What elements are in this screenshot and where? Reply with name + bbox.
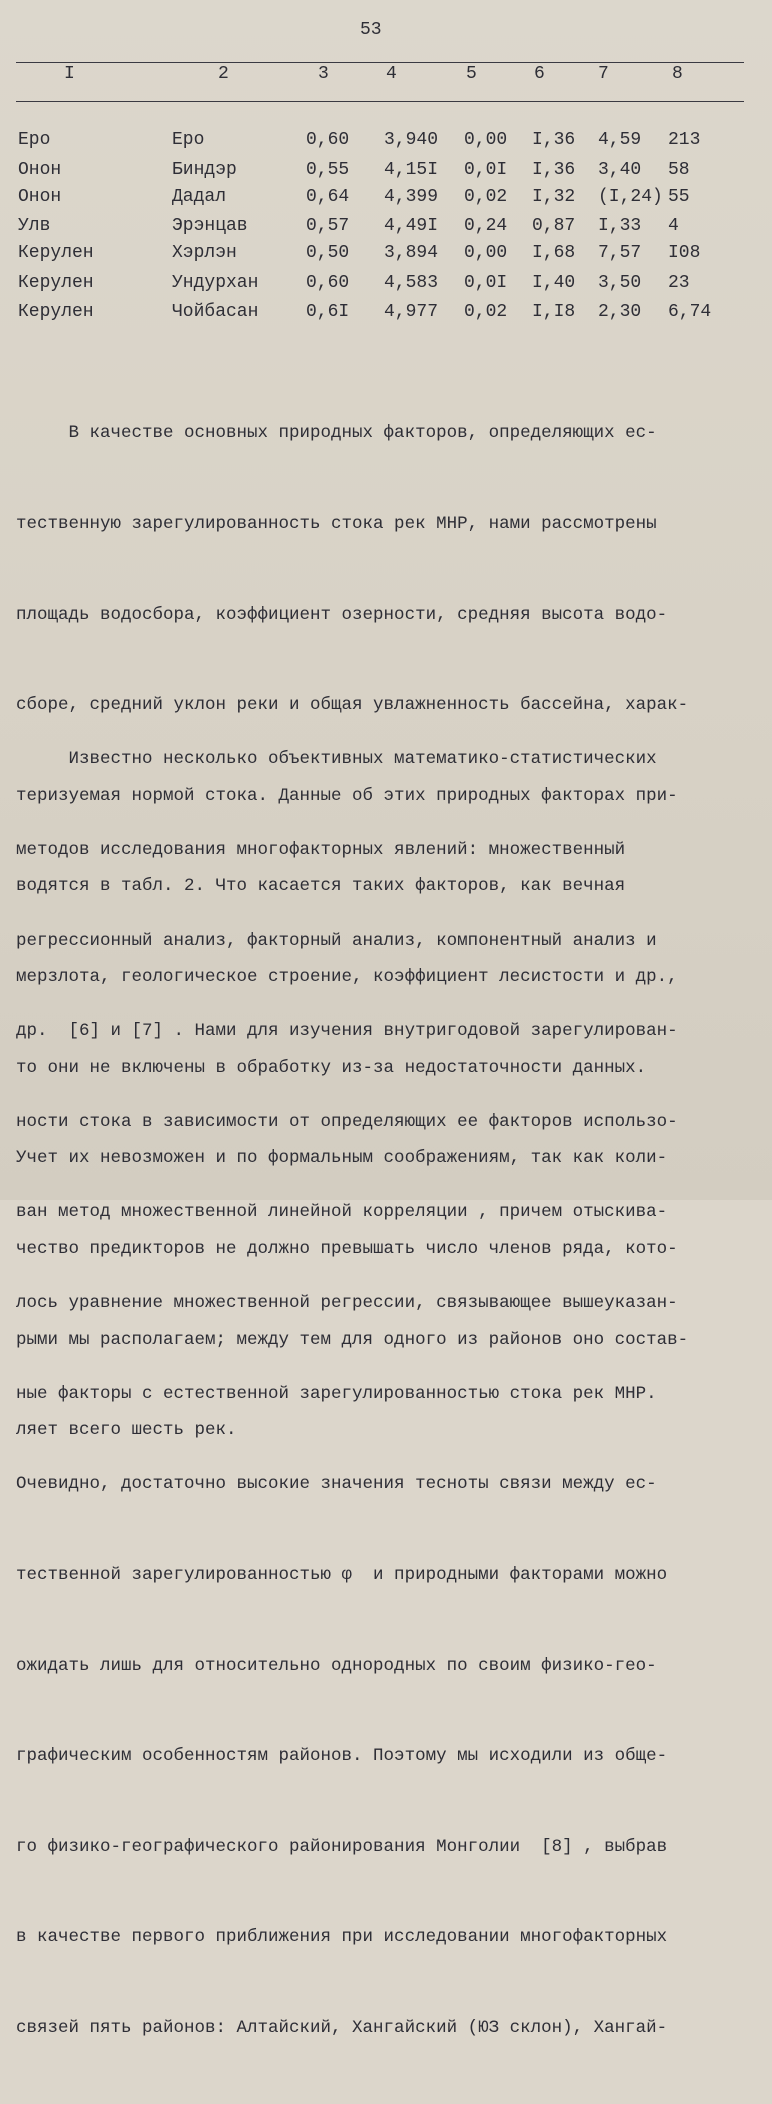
- table-row: [0, 302, 772, 328]
- table-cell: 0,02: [464, 187, 508, 207]
- table-cell: 55: [668, 187, 690, 207]
- table-cell: 3,40: [598, 160, 642, 180]
- text-line: сборе, средний уклон реки и общая увлажненность бассейна, харак-: [16, 695, 689, 716]
- text-line: Учет их невозможен и по формальным соображениям, так как коли-: [16, 1148, 668, 1169]
- text-line: ожидать лишь для относительно однородных по своим физико-гео-: [16, 1655, 657, 1676]
- text-line: го физико-географического районирования Монголии [8] , выбрав: [16, 1836, 668, 1857]
- table-cell: Онон: [18, 160, 62, 180]
- table-cell: 4,15I: [384, 160, 439, 180]
- text-line: ван метод множественной линейной корреляции , причем отыскива-: [16, 1202, 668, 1223]
- table-cell: 4,977: [384, 302, 439, 322]
- table-cell: 4,583: [384, 273, 439, 293]
- table-row: [0, 187, 772, 213]
- table-cell: 0,24: [464, 216, 508, 236]
- text-line: водятся в табл. 2. Что касается таких факторов, как вечная: [16, 876, 626, 897]
- table-cell: 23: [668, 273, 690, 293]
- table-cell: Керулен: [18, 273, 94, 293]
- text-line: Очевидно, достаточно высокие значения тесноты связи между ес-: [16, 1474, 657, 1495]
- table-header-cell: 8: [672, 64, 683, 84]
- text-line: ные факторы с естественной зарегулированностью стока рек МНР.: [16, 1383, 657, 1404]
- text-line: теризуемая нормой стока. Данные об этих природных факторах при-: [16, 785, 678, 806]
- table-cell: 4,399: [384, 187, 439, 207]
- text-line: методов исследования многофакторных явлений: множественный: [16, 840, 626, 861]
- text-line: то они не включены в обработку из-за недостаточности данных.: [16, 1057, 647, 1078]
- table-cell: I,33: [598, 216, 642, 236]
- text-line: В качестве основных природных факторов, определяющих ес-: [16, 423, 657, 444]
- table-cell: I,40: [532, 273, 576, 293]
- table-cell: 0,00: [464, 130, 508, 150]
- table-cell: Чойбасан: [172, 302, 259, 322]
- table-cell: Хэрлэн: [172, 243, 237, 263]
- text-line: чество предикторов не должно превышать число членов ряда, кото-: [16, 1238, 678, 1259]
- table-cell: 0,50: [306, 243, 350, 263]
- page-number: 53: [360, 20, 382, 40]
- table-cell: 4,59: [598, 130, 642, 150]
- table-cell: 213: [668, 130, 701, 150]
- table-cell: I,68: [532, 243, 576, 263]
- table-cell: (I,24): [598, 187, 663, 207]
- table-header-cell: 5: [466, 64, 477, 84]
- table-cell: 0,60: [306, 130, 350, 150]
- table-row: [0, 160, 772, 186]
- table-cell: I,32: [532, 187, 576, 207]
- table-cell: Еро: [172, 130, 205, 150]
- table-cell: 0,64: [306, 187, 350, 207]
- table-cell: 0,60: [306, 273, 350, 293]
- table-cell: Эрэнцав: [172, 216, 248, 236]
- table-cell: Керулен: [18, 243, 94, 263]
- table-cell: 3,50: [598, 273, 642, 293]
- table-cell: 0,55: [306, 160, 350, 180]
- table-cell: Биндэр: [172, 160, 237, 180]
- text-line: в качестве первого приближения при исследовании многофакторных: [16, 1927, 668, 1948]
- table-cell: 4,49I: [384, 216, 439, 236]
- text-line: мерзлота, геологическое строение, коэффициент лесистости и др.,: [16, 967, 678, 988]
- table-cell: Онон: [18, 187, 62, 207]
- table-cell: 0,57: [306, 216, 350, 236]
- table-cell: 3,894: [384, 243, 439, 263]
- table-cell: Ундурхан: [172, 273, 259, 293]
- table-cell: 0,87: [532, 216, 576, 236]
- table-cell: 0,00: [464, 243, 508, 263]
- table-cell: Еро: [18, 130, 51, 150]
- table-cell: I,36: [532, 130, 576, 150]
- table-cell: Керулен: [18, 302, 94, 322]
- table-cell: 0,0I: [464, 160, 508, 180]
- table-cell: I08: [668, 243, 701, 263]
- text-line: регрессионный анализ, факторный анализ, компонентный анализ и: [16, 930, 657, 951]
- table-row: [0, 216, 772, 242]
- text-line: др. [6] и [7] . Нами для изучения внутригодовой зарегулирован-: [16, 1021, 678, 1042]
- text-line: графическим особенностям районов. Поэтому мы исходили из обще-: [16, 1746, 668, 1767]
- table-cell: 58: [668, 160, 690, 180]
- text-line: связей пять районов: Алтайский, Хангайский (ЮЗ склон), Хангай-: [16, 2017, 668, 2038]
- text-line: рыми мы располагаем; между тем для одного из районов оно состав-: [16, 1329, 689, 1350]
- text-line: площадь водосбора, коэффициент озерности, средняя высота водо-: [16, 604, 668, 625]
- text-line: тественную зарегулированность стока рек МНР, нами рассмотрены: [16, 514, 657, 535]
- text-line: ляет всего шесть рек.: [16, 1420, 237, 1441]
- table-cell: I,36: [532, 160, 576, 180]
- table-cell: I,I8: [532, 302, 576, 322]
- text-line: Известно несколько объективных математико-статистических: [16, 749, 657, 770]
- table-cell: 0,02: [464, 302, 508, 322]
- table-cell: 0,0I: [464, 273, 508, 293]
- table-header-cell: 4: [386, 64, 397, 84]
- table-row: [0, 273, 772, 299]
- table-cell: Улв: [18, 216, 51, 236]
- table-header-rule: [16, 101, 744, 102]
- table-cell: Дадал: [172, 187, 227, 207]
- table-cell: 4: [668, 216, 679, 236]
- table-cell: 7,57: [598, 243, 642, 263]
- table-header-cell: 7: [598, 64, 609, 84]
- table-header-row: [0, 64, 772, 90]
- table-cell: 6,74: [668, 302, 712, 322]
- text-line: тественной зарегулированностью φ и природными факторами можно: [16, 1564, 668, 1585]
- table-row: [0, 243, 772, 269]
- table-header-cell: 3: [318, 64, 329, 84]
- table-header-cell: I: [64, 64, 75, 84]
- table-cell: 2,30: [598, 302, 642, 322]
- table-row: [0, 130, 772, 156]
- table-cell: 3,940: [384, 130, 439, 150]
- table-cell: 0,6I: [306, 302, 350, 322]
- body-paragraph: [16, 684, 726, 2104]
- table-header-cell: 6: [534, 64, 545, 84]
- text-line: ности стока в зависимости от определяющих ее факторов использо-: [16, 1111, 678, 1132]
- text-line: лось уравнение множественной регрессии, связывающее вышеуказан-: [16, 1293, 678, 1314]
- table-top-rule: [16, 62, 744, 63]
- table-header-cell: 2: [218, 64, 229, 84]
